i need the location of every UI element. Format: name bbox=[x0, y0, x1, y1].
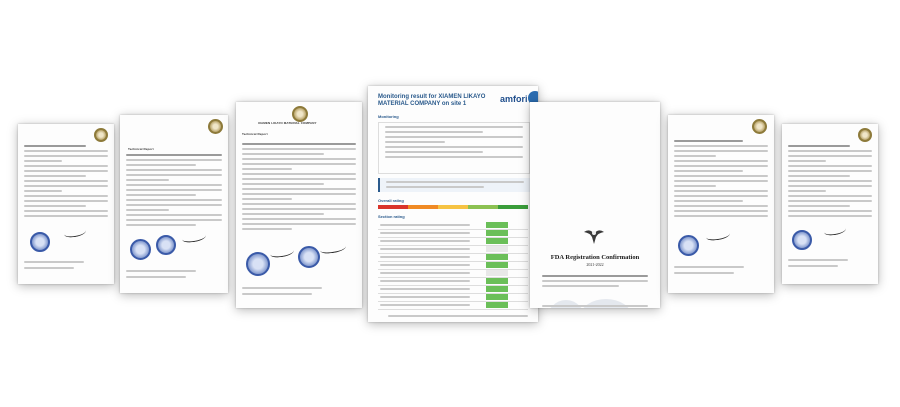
section-rating-row bbox=[378, 238, 528, 246]
official-stamp-icon bbox=[130, 239, 151, 260]
report-footer bbox=[388, 315, 528, 317]
rating-cell bbox=[486, 262, 508, 268]
official-stamp-icon bbox=[156, 235, 176, 255]
rating-cell bbox=[486, 278, 508, 284]
certificate-page-2 bbox=[120, 115, 228, 293]
section-rating-row bbox=[378, 270, 528, 278]
section-rating-row bbox=[378, 286, 528, 294]
section-overall-rating: Overall rating bbox=[378, 198, 404, 203]
official-stamp-icon bbox=[678, 235, 699, 256]
eagle-emblem-icon bbox=[582, 224, 606, 248]
report-label: Technical Report bbox=[128, 147, 154, 151]
company-name: XIAMEN LIKAYO MATERIAL COMPANY bbox=[258, 121, 317, 125]
rating-cell bbox=[486, 222, 508, 228]
section-rating-row bbox=[378, 230, 528, 238]
section-rating-row bbox=[378, 294, 528, 302]
signature bbox=[64, 227, 87, 238]
overall-rating-bar bbox=[378, 205, 528, 209]
rating-cell bbox=[486, 238, 508, 244]
rating-cell bbox=[486, 254, 508, 260]
report-label: Technical Report bbox=[242, 132, 268, 136]
section-rating-row bbox=[378, 254, 528, 262]
bureau-veritas-logo-icon bbox=[94, 128, 108, 142]
fda-registration-certificate bbox=[530, 102, 660, 308]
section-rating-row bbox=[378, 246, 528, 254]
certificate-page-7 bbox=[782, 124, 878, 284]
certificate-title: FDA Registration Confirmation bbox=[550, 254, 640, 261]
rating-cell bbox=[486, 270, 508, 276]
section-rating-row bbox=[378, 302, 528, 310]
section-monitoring: Monitoring bbox=[378, 114, 399, 119]
signature bbox=[182, 232, 207, 243]
signature bbox=[706, 230, 731, 241]
official-stamp-icon bbox=[792, 230, 812, 250]
signature bbox=[270, 247, 295, 258]
signature bbox=[320, 243, 347, 255]
bureau-veritas-logo-icon bbox=[208, 119, 223, 134]
official-stamp-icon bbox=[30, 232, 50, 252]
certificate-page-3 bbox=[236, 102, 362, 308]
section-rating-title: Section rating bbox=[378, 214, 405, 219]
amfori-logo: amfori bbox=[500, 94, 528, 104]
official-stamp-icon bbox=[298, 246, 320, 268]
section-rating-row bbox=[378, 278, 528, 286]
rating-cell bbox=[486, 286, 508, 292]
signature bbox=[824, 225, 847, 236]
rating-cell bbox=[486, 230, 508, 236]
rating-cell bbox=[486, 246, 508, 252]
section-rating-row bbox=[378, 262, 528, 270]
bureau-veritas-logo-icon bbox=[858, 128, 872, 142]
official-stamp-icon bbox=[246, 252, 270, 276]
bureau-veritas-logo-icon bbox=[292, 106, 308, 122]
certificate-page-1 bbox=[18, 124, 114, 284]
certificate-year: 2021-2022 bbox=[586, 262, 604, 267]
section-rating-row bbox=[378, 222, 528, 230]
rating-cell bbox=[486, 294, 508, 300]
rating-cell bbox=[486, 302, 508, 308]
certificate-page-6 bbox=[668, 115, 774, 293]
amfori-monitoring-report bbox=[368, 86, 538, 322]
bureau-veritas-logo-icon bbox=[752, 119, 767, 134]
report-title: Monitoring result for XIAMEN LIKAYO MATERIAL COMPANY on site 1 bbox=[378, 94, 486, 107]
